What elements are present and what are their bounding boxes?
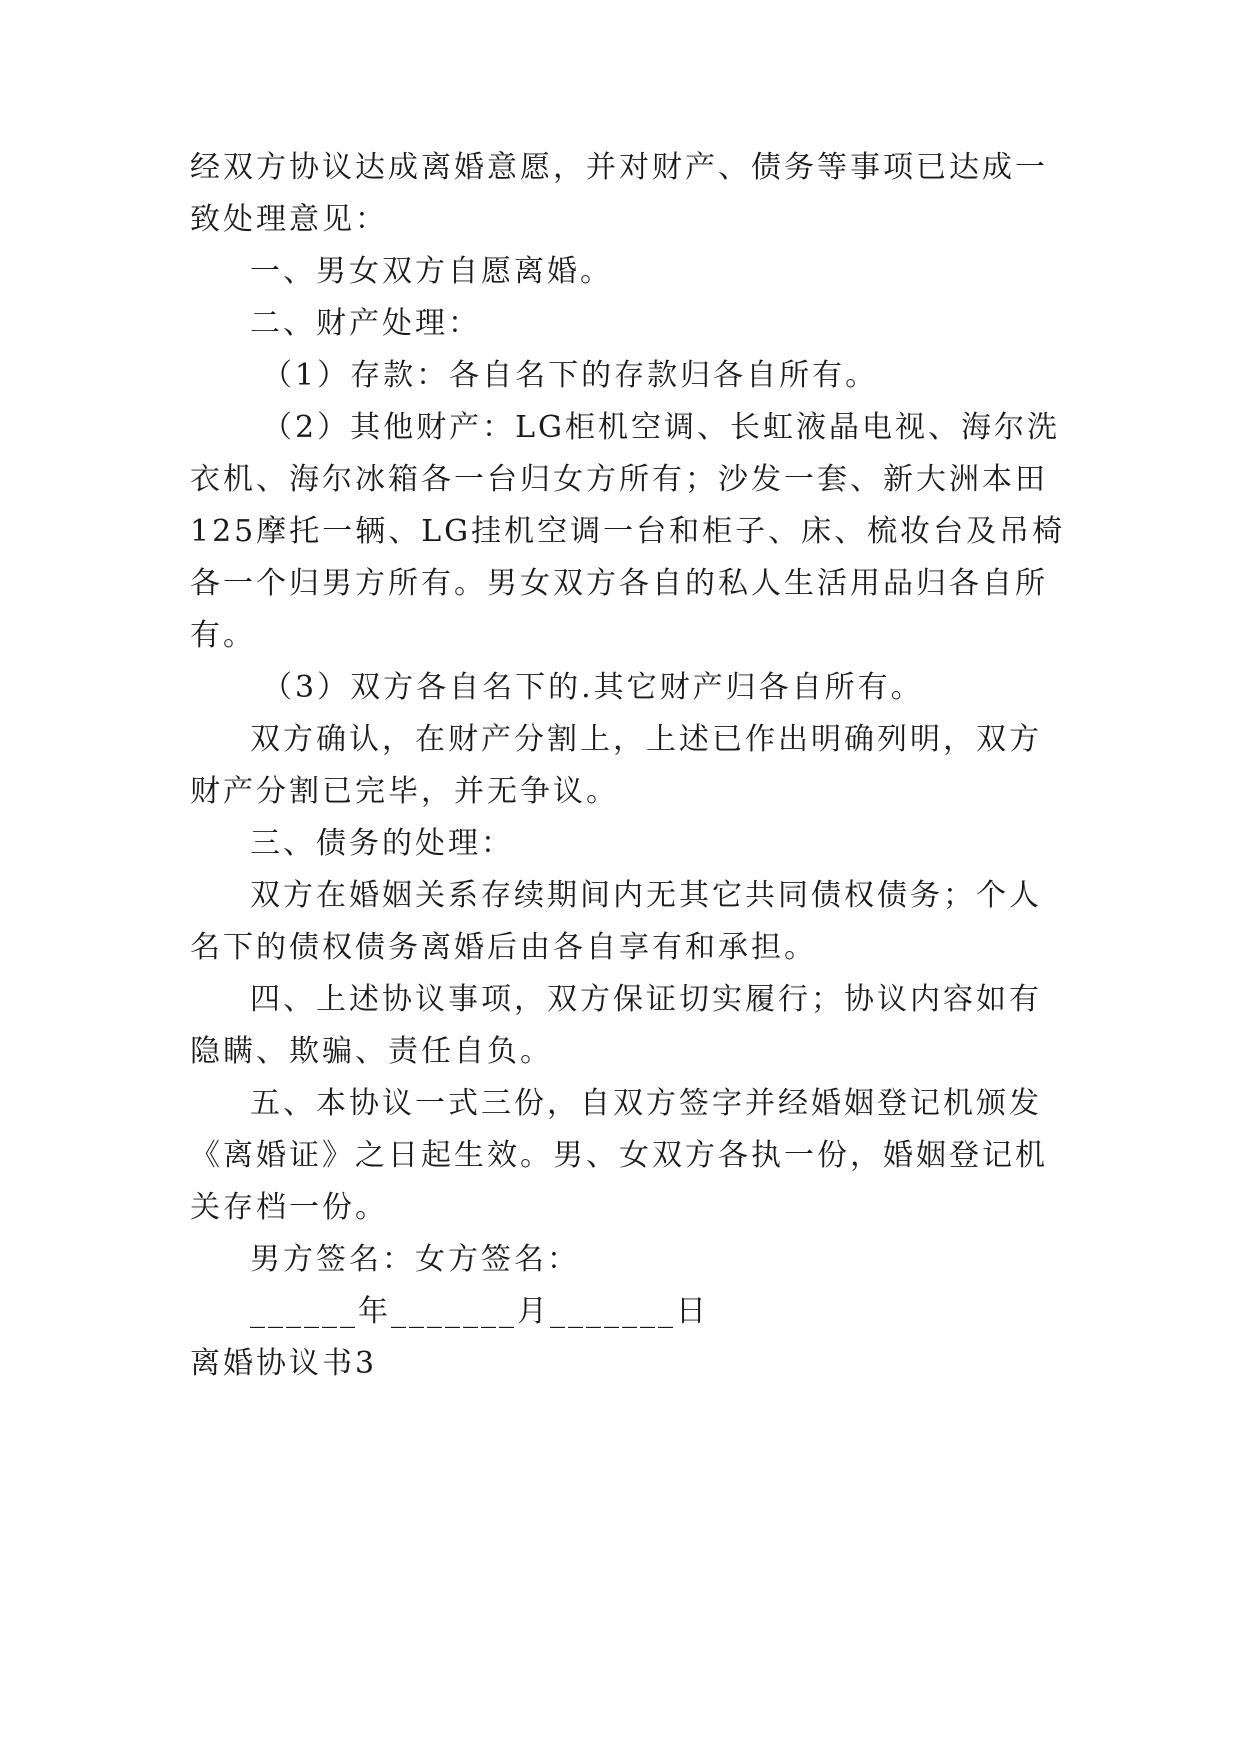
paragraph-line: 双方在婚姻关系存续期间内无其它共同债权债务；个人 — [250, 878, 1042, 913]
paragraph-line: 经双方协议达成离婚意愿，并对财产、债务等事项已达成一 — [190, 150, 1048, 185]
paragraph-line: 《离婚证》之日起生效。男、女双方各执一份，婚姻登记机 — [190, 1138, 1048, 1173]
paragraph-line: 有。 — [190, 618, 256, 653]
clause-two-heading: 二、财产处理： — [250, 306, 481, 341]
paragraph-line: 双方确认，在财产分割上，上述已作出明确列明，双方 — [250, 722, 1042, 757]
clause-one: 一、男女双方自愿离婚。 — [250, 254, 613, 289]
paragraph-line: 衣机、海尔冰箱各一台归女方所有；沙发一套、新大洲本田 — [190, 462, 1048, 497]
paragraph-line: 125摩托一辆、LG挂机空调一台和柜子、床、梳妆台及吊椅 — [190, 514, 1066, 549]
clause-three-heading: 三、债务的处理： — [250, 826, 514, 861]
sub-item-1: （1）存款：各自名下的存款归各自所有。 — [262, 358, 879, 393]
paragraph-line: 关存档一份。 — [190, 1190, 388, 1225]
paragraph-line: 财产分割已完毕，并无争议。 — [190, 774, 619, 809]
sub-item-2: （2）其他财产：LG柜机空调、长虹液晶电视、海尔洗 — [262, 410, 1060, 445]
date-line: ______年_______月_______日 — [250, 1294, 709, 1329]
paragraph-line: 名下的债权债务离婚后由各自享有和承担。 — [190, 930, 817, 965]
paragraph-line: 致处理意见： — [190, 202, 388, 237]
sub-item-3: （3）双方各自名下的.其它财产归各自所有。 — [262, 670, 924, 705]
clause-four: 四、上述协议事项，双方保证切实履行；协议内容如有 — [250, 982, 1042, 1017]
clause-five: 五、本协议一式三份，自双方签字并经婚姻登记机颁发 — [250, 1086, 1042, 1121]
paragraph-line: 隐瞒、欺骗、责任自负。 — [190, 1034, 553, 1069]
signature-line: 男方签名：女方签名： — [250, 1242, 580, 1277]
section-title: 离婚协议书3 — [190, 1346, 378, 1381]
paragraph-line: 各一个归男方所有。男女双方各自的私人生活用品归各自所 — [190, 566, 1048, 601]
